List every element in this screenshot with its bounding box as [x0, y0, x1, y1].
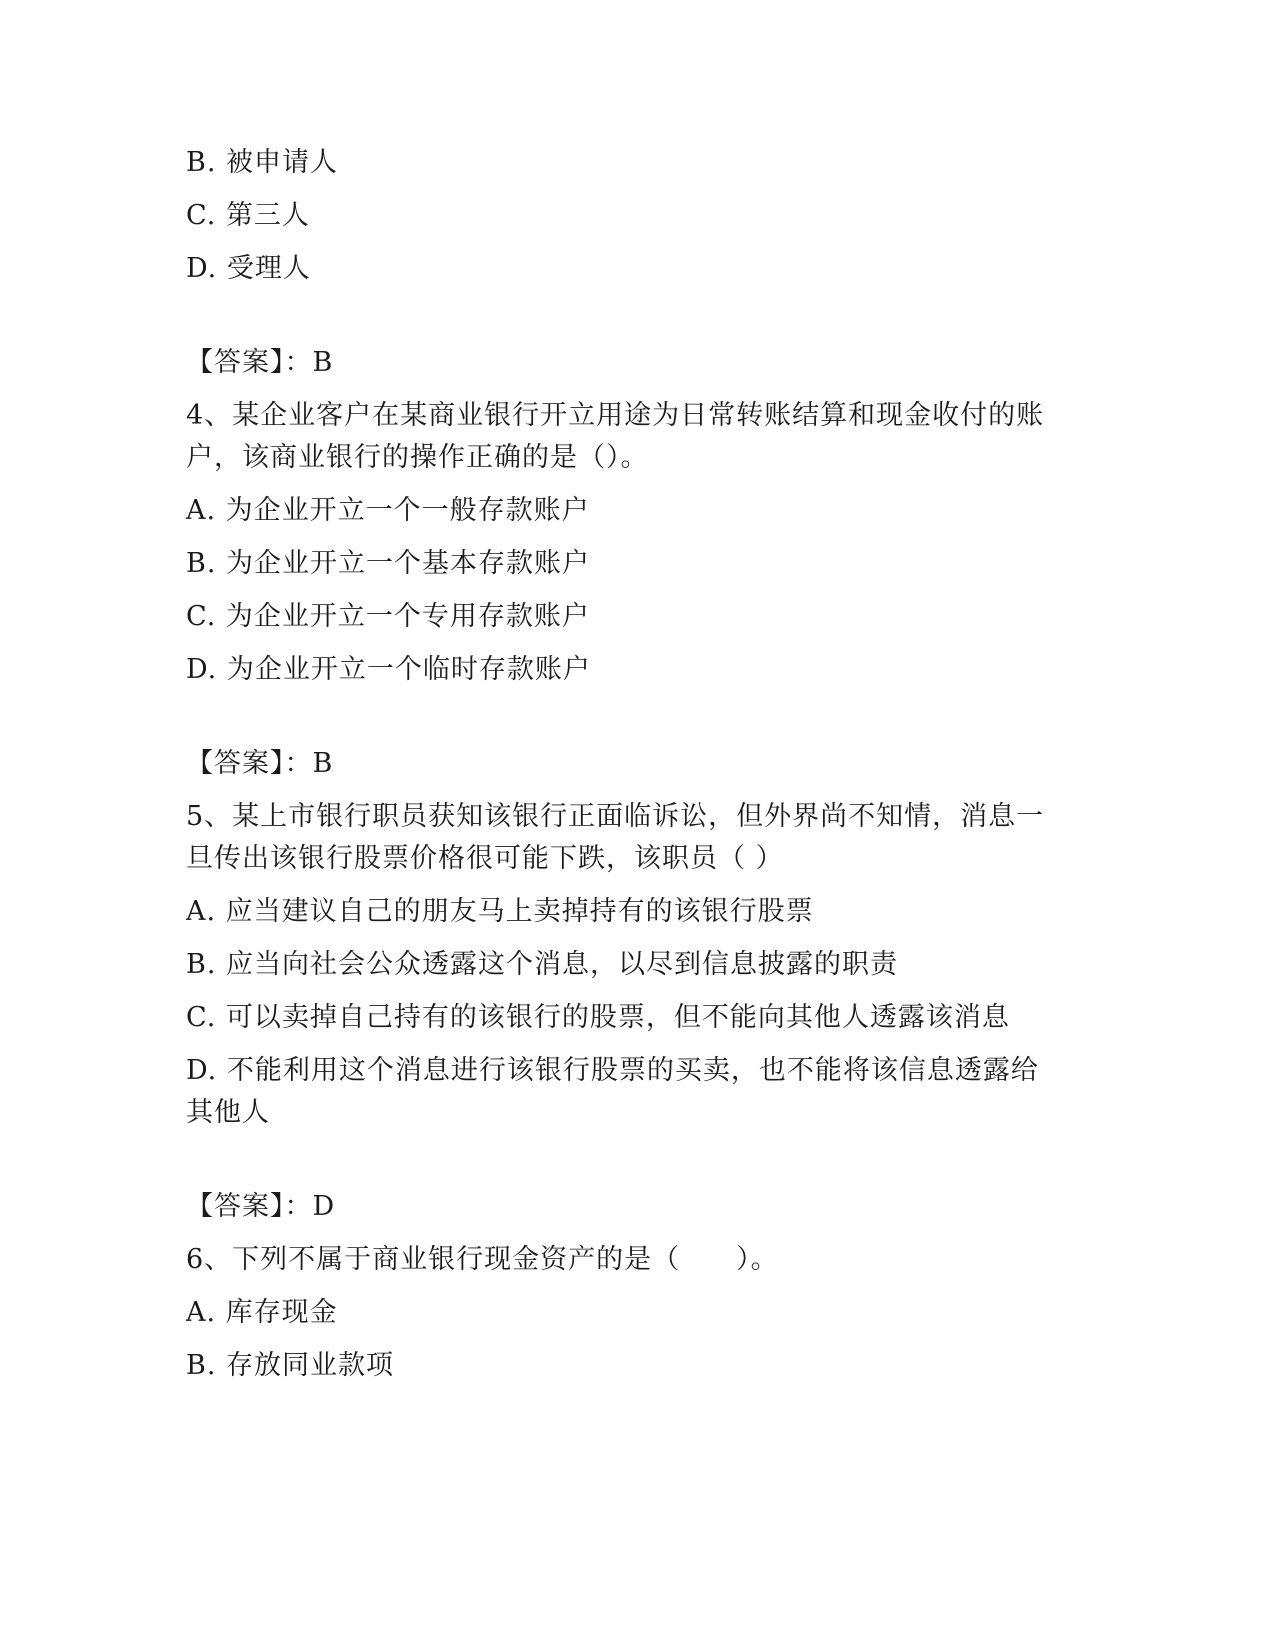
q5-option-a: A. 应当建议自己的朋友马上卖掉持有的该银行股票 [186, 896, 814, 927]
q5-option-d-line2: 其他人 [186, 1097, 270, 1128]
prev-answer: 【答案】：B [186, 347, 334, 378]
q4-answer: 【答案】：B [186, 748, 334, 779]
q5-option-b: B. 应当向社会公众透露这个消息，以尽到信息披露的职责 [186, 949, 899, 980]
q6-stem: 6、下列不属于商业银行现金资产的是（ ）。 [186, 1244, 779, 1275]
prev-option-c: C. 第三人 [186, 200, 310, 231]
q4-stem-line1: 4、某企业客户在某商业银行开立用途为日常转账结算和现金收付的账 [186, 400, 1045, 431]
q4-option-a: A. 为企业开立一个一般存款账户 [186, 495, 590, 526]
q6-option-a: A. 库存现金 [186, 1297, 338, 1328]
q5-answer: 【答案】：D [186, 1191, 336, 1222]
prev-option-b: B. 被申请人 [186, 147, 339, 178]
q4-option-b: B. 为企业开立一个基本存款账户 [186, 548, 591, 579]
q4-stem-line2: 户，该商业银行的操作正确的是（）。 [186, 442, 649, 473]
q5-stem-line1: 5、某上市银行职员获知该银行正面临诉讼，但外界尚不知情，消息一 [186, 801, 1045, 832]
q4-option-c: C. 为企业开立一个专用存款账户 [186, 601, 590, 632]
q4-option-d: D. 为企业开立一个临时存款账户 [186, 654, 591, 685]
q5-stem-line2: 旦传出该银行股票价格很可能下跌，该职员（ ） [186, 843, 784, 874]
q6-option-b: B. 存放同业款项 [186, 1350, 395, 1381]
q5-option-c: C. 可以卖掉自己持有的该银行的股票，但不能向其他人透露该消息 [186, 1002, 1010, 1033]
prev-option-d: D. 受理人 [186, 253, 311, 284]
q5-option-d-line1: D. 不能利用这个消息进行该银行股票的买卖，也不能将该信息透露给 [186, 1055, 1039, 1086]
